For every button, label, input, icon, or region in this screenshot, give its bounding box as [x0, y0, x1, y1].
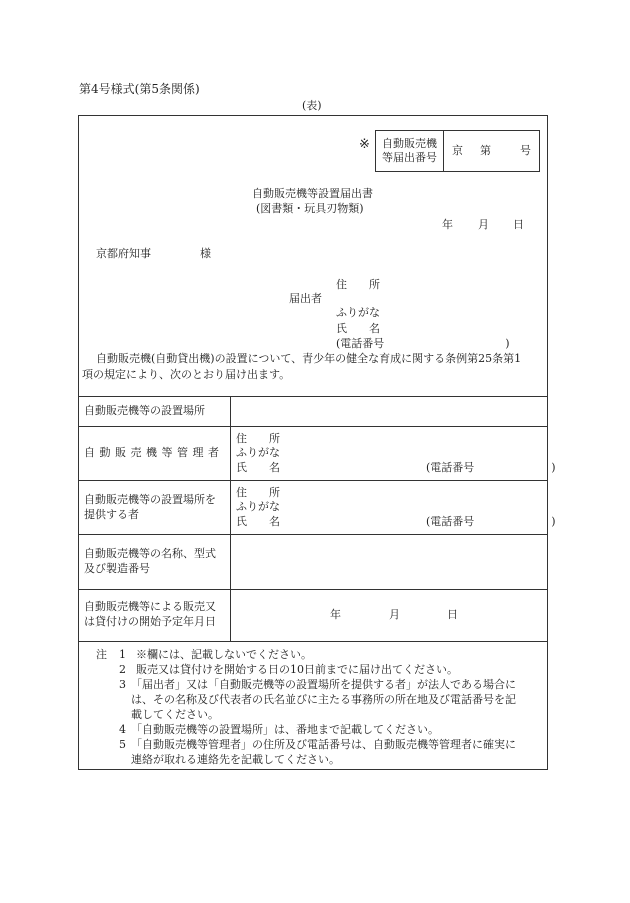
receipt-box-divider [443, 130, 444, 172]
note-text: 「自動販売機等管理者」の住所及び電話番号は、自動販売機等管理者に確実に [131, 738, 516, 751]
date-day: 日 [513, 218, 524, 231]
note-number: 5 [119, 738, 126, 751]
location-label: 自動販売機等の設置場所 [84, 404, 205, 417]
receipt-mark: ※ [359, 137, 370, 152]
note-number: 4 [119, 723, 126, 736]
note-text: 載してください。 [131, 708, 219, 721]
manager-label: 自 動 販 売 機 等 管 理 者 [84, 446, 220, 459]
manager-name-label: 氏 名 [236, 461, 280, 474]
model-label-line1: 自動販売機等の名称、型式 [84, 547, 216, 560]
start-month-label: 月 [389, 608, 400, 621]
start-year-label: 年 [330, 608, 341, 621]
start-day-label: 日 [447, 608, 458, 621]
provider-address-label: 住 所 [236, 486, 280, 499]
statement-line2: 項の規定により、次のとおり届け出ます。 [82, 368, 291, 381]
note-text: 「届出者」又は「自動販売機等の設置場所を提供する者」が法人である場合に [131, 678, 516, 691]
provider-furigana-label: ふりがな [236, 500, 280, 513]
date-year: 年 [442, 218, 453, 231]
addressee-sama: 様 [200, 247, 211, 260]
start-label-line1: 自動販売機等による販売又 [84, 600, 216, 613]
note-text: 連絡が取れる連絡先を記載してください。 [131, 753, 340, 766]
manager-phone-label: (電話番号 ) [426, 461, 556, 474]
receipt-label-line1: 自動販売機 [382, 137, 437, 150]
table-line [78, 426, 548, 427]
date-month: 月 [478, 218, 489, 231]
note-text: 販売又は貸付けを開始する日の10日前までに届け出てください。 [136, 663, 458, 676]
notes-heading: 注 [96, 648, 107, 661]
applicant-name-label: 氏 名 [336, 322, 380, 335]
applicant-role: 届出者 [289, 292, 322, 305]
receipt-label-line2: 等届出番号 [382, 151, 437, 164]
document-subtitle: (図書類・玩具刃物類) [256, 202, 364, 215]
table-line [78, 589, 548, 590]
start-label-line2: は貸付けの開始予定年月日 [84, 615, 216, 628]
provider-label-line1: 自動販売機等の設置場所を [84, 493, 216, 506]
note-text: ※欄には、記載しないでください。 [136, 648, 312, 661]
table-line [78, 534, 548, 535]
note-number: 2 [119, 663, 126, 676]
table-line [78, 641, 548, 642]
manager-furigana-label: ふりがな [236, 446, 280, 459]
applicant-address-label: 住 所 [336, 278, 380, 291]
receipt-prefix: 京 [452, 144, 463, 157]
manager-address-label: 住 所 [236, 432, 280, 445]
addressee-name: 京都府知事 [96, 247, 151, 260]
receipt-go: 号 [520, 144, 531, 157]
note-text: 「自動販売機等の設置場所」は、番地まで記載してください。 [131, 723, 439, 736]
note-number: 3 [119, 678, 126, 691]
form-number: 第4号様式(第5条関係) [79, 82, 200, 96]
table-column-divider [230, 396, 231, 641]
model-label-line2: 及び製造番号 [84, 562, 150, 575]
statement-line1: 自動販売機(自動貸出機)の設置について、青少年の健全な育成に関する条例第25条第1 [96, 352, 522, 365]
note-text: は、その名称及び代表者の氏名並びに主たる事務所の所在地及び電話番号を記 [131, 693, 516, 706]
table-line [78, 480, 548, 481]
receipt-dai: 第 [480, 144, 491, 157]
note-number: 1 [119, 648, 126, 661]
document-title: 自動販売機等設置届出書 [252, 187, 373, 200]
applicant-furigana-label: ふりがな [336, 306, 380, 319]
applicant-phone-label: (電話番号 ) [336, 337, 510, 350]
form-side-label: (表) [302, 99, 322, 112]
provider-name-label: 氏 名 [236, 515, 280, 528]
provider-label-line2: 提供する者 [84, 508, 139, 521]
provider-phone-label: (電話番号 ) [426, 515, 556, 528]
table-line [78, 396, 548, 397]
